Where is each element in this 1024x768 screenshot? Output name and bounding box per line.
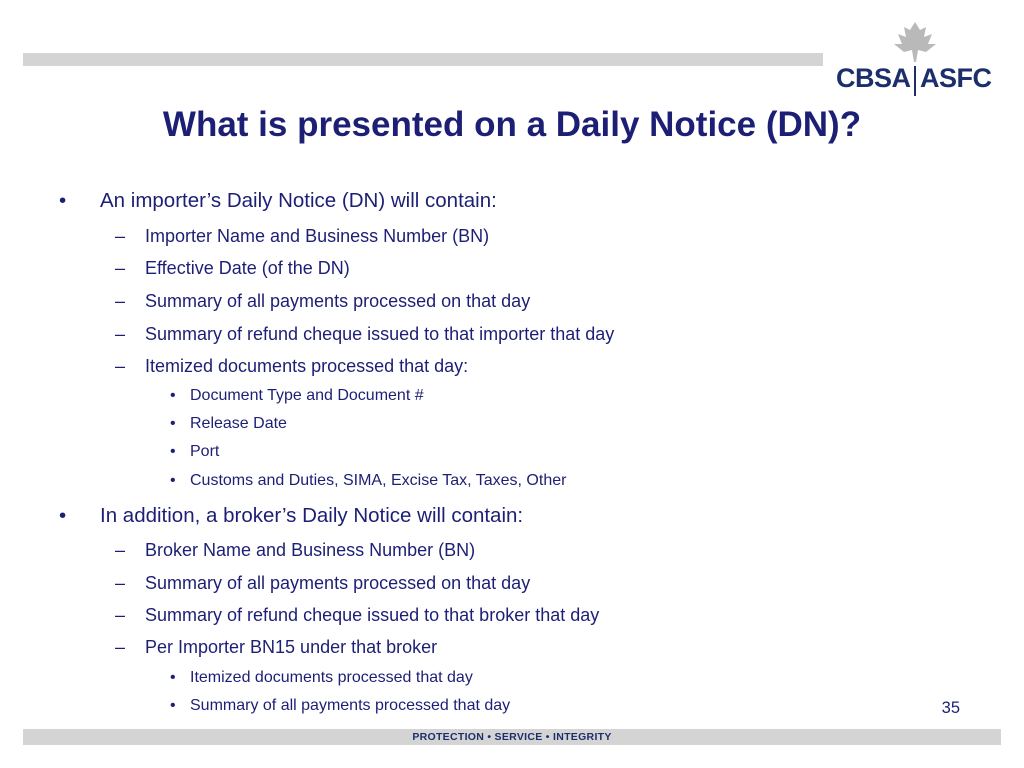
cbsa-asfc-logo [836,22,992,93]
list-item-text: Summary of refund cheque issued to that broker that day [145,605,600,625]
list-item-text: In addition, a broker’s Daily Notice will contain: [100,504,524,527]
footer-bar [23,729,1001,745]
list-item-text: Itemized documents processed that day: [145,356,469,376]
header-bar [23,53,823,66]
page-title: What is presented on a Daily Notice (DN)? [162,105,862,144]
dash-marker: – [115,226,126,246]
dash-marker: – [115,324,126,344]
dash-marker: – [115,573,126,593]
list-item-text: Customs and Duties, SIMA, Excise Tax, Taxes, Other [190,472,567,489]
list-item-text: Summary of all payments processed that day [190,697,511,714]
list-item-text: Itemized documents processed that day [190,669,473,686]
bullet-marker: • [170,697,176,714]
bullet-marker: • [170,443,176,460]
logo-asfc-text: ASFC [920,63,992,93]
bullet-marker: • [59,504,67,527]
dash-marker: – [115,291,126,311]
list-item-text: An importer’s Daily Notice (DN) will contain: [100,189,497,212]
dash-marker: – [115,637,126,657]
list-item-text: Effective Date (of the DN) [145,258,350,278]
footer-motto: PROTECTION • SERVICE • INTEGRITY [412,731,612,743]
bullet-marker: • [170,387,176,404]
dash-marker: – [115,258,126,278]
bullet-marker: • [170,669,176,686]
bullet-marker: • [59,189,67,212]
logo-cbsa-text: CBSA [836,63,911,93]
dash-marker: – [115,605,126,625]
list-item-text: Broker Name and Business Number (BN) [145,540,476,560]
list-item-text: Port [190,443,220,460]
list-item-text: Importer Name and Business Number (BN) [145,226,490,246]
page-number: 35 [941,699,960,717]
list-item-text: Document Type and Document # [190,387,424,404]
logo-divider [914,66,916,96]
list-item-text: Summary of all payments processed on that day [145,291,531,311]
bullet-marker: • [170,415,176,432]
bullet-marker: • [170,472,176,489]
list-item-text: Summary of refund cheque issued to that importer that day [145,324,615,344]
list-item-text: Per Importer BN15 under that broker [145,637,438,657]
dash-marker: – [115,540,126,560]
dash-marker: – [115,356,126,376]
list-item-text: Release Date [190,415,287,432]
list-item-text: Summary of all payments processed on that day [145,573,531,593]
